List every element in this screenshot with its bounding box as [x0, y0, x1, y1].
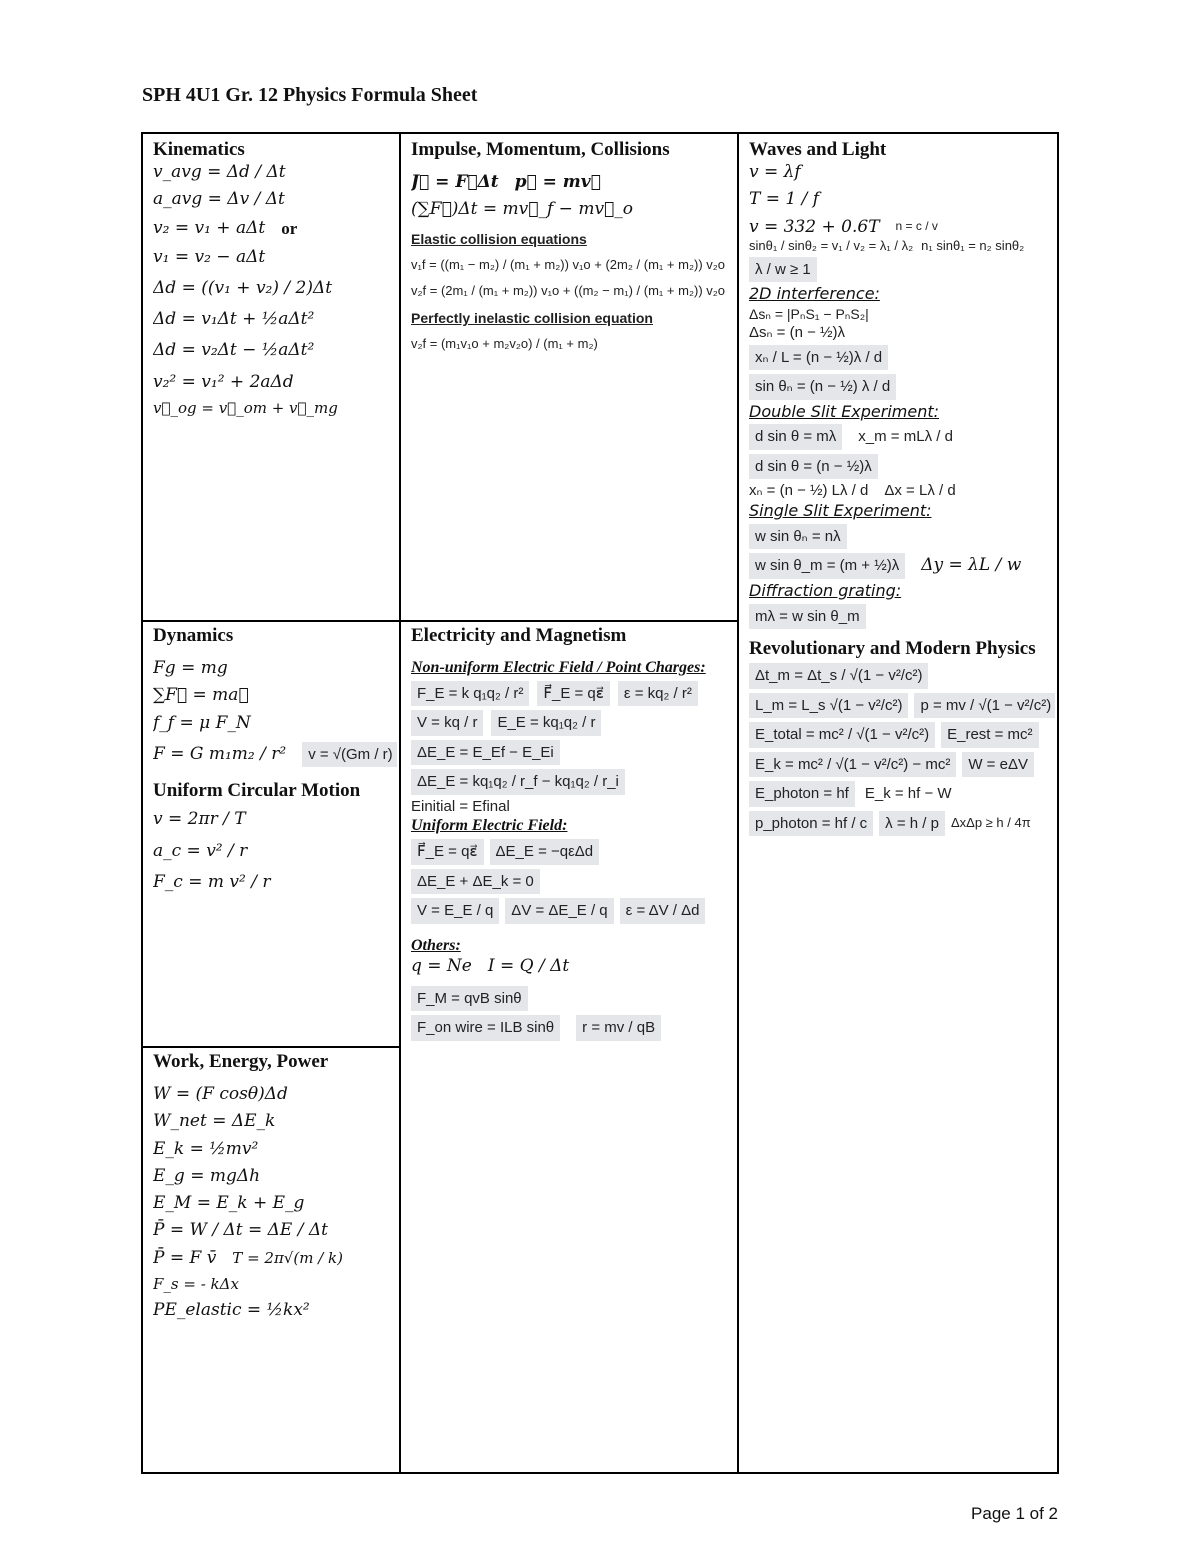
- formula: E_g = mgΔh: [153, 1165, 261, 1186]
- formula: E_total = mc² / √(1 − v²/c²): [749, 722, 935, 748]
- formula: w sin θₙ = nλ: [749, 524, 847, 550]
- formula: a_avg = Δv / Δt: [153, 189, 285, 210]
- formula: ΔE_E = kq₁q₂ / r_f − kq₁q₂ / r_i: [411, 769, 625, 795]
- formula: p⃗ = mv⃗: [514, 172, 601, 192]
- interference-label: 2D interference:: [749, 284, 880, 304]
- formula: J⃗ = F⃗Δt: [411, 172, 499, 192]
- kinematics-title: Kinematics: [153, 139, 245, 160]
- dynamics-section: [153, 624, 397, 1044]
- formula: (∑F⃗)Δt = mv⃗_f − mv⃗_o: [411, 199, 633, 220]
- formula: Δd = ((v₁ + v₂) / 2)Δt: [153, 277, 333, 298]
- formula: E_k = hf − W: [864, 785, 952, 803]
- formula: I = Q / Δt: [487, 956, 570, 977]
- dynamics-title: Dynamics: [153, 625, 234, 646]
- formula: E_k = mc² / √(1 − v²/c²) − mc²: [749, 752, 956, 778]
- momentum-title: Impulse, Momentum, Collisions: [411, 139, 670, 160]
- modern-title: Revolutionary and Modern Physics: [749, 638, 1036, 660]
- formula: P̄ = F v̄: [153, 1247, 217, 1268]
- formula: v_avg = Δd / Δt: [153, 162, 286, 182]
- formula: W = (F cosθ)Δd: [153, 1084, 288, 1104]
- formula: v⃗_og = v⃗_om + v⃗_mg: [153, 398, 338, 417]
- formula: Fg = mg: [153, 658, 228, 678]
- formula: sin θₙ = (n − ½) λ / d: [749, 374, 896, 400]
- formula: E_M = E_k + E_g: [153, 1193, 305, 1213]
- formula: F_M = qvB sinθ: [411, 986, 528, 1012]
- waves-section: [749, 138, 1055, 1472]
- formula: F_E = k q₁q₂ / r²: [411, 681, 529, 707]
- formula: λ = h / p: [879, 811, 945, 837]
- formula: v₂² = v₁² + 2aΔd: [153, 371, 294, 392]
- kinematics-section: [153, 138, 393, 618]
- formula: a_c = v² / r: [153, 840, 248, 861]
- page-number: Page 1 of 2: [971, 1504, 1058, 1523]
- uniform-label: Uniform Electric Field:: [411, 817, 568, 835]
- formula: Δx = Lλ / d: [884, 482, 956, 500]
- work-title: Work, Energy, Power: [153, 1051, 329, 1072]
- formula: sinθ₁ / sinθ₂ = v₁ / v₂ = λ₁ / λ₂: [749, 237, 914, 253]
- formula: v = 2πr / T: [153, 809, 246, 830]
- formula: ε = kq₂ / r²: [618, 681, 698, 707]
- formula: L_m = L_s √(1 − v²/c²): [749, 693, 908, 719]
- formula: x_m = mLλ / d: [858, 428, 953, 446]
- double-slit-label: Double Slit Experiment:: [749, 401, 940, 421]
- formula: F⃗_E = qε⃗: [537, 681, 610, 707]
- formula: w sin θ_m = (m + ½)λ: [749, 553, 905, 579]
- formula: Δd = v₁Δt + ½aΔt²: [153, 309, 315, 329]
- formula: Δsₙ = |PₙS₁ − PₙS₂|: [749, 305, 869, 322]
- formula: d sin θ = (n − ½)λ: [749, 454, 878, 480]
- formula: V = E_E / q: [411, 898, 499, 924]
- formula: d sin θ = mλ: [749, 424, 842, 450]
- nonuniform-label: Non-uniform Electric Field / Point Charges:: [411, 659, 706, 676]
- formula: W = eΔV: [962, 752, 1034, 778]
- inelastic-label: Perfectly inelastic collision equation: [411, 310, 653, 327]
- column-divider: [399, 134, 401, 1472]
- column-divider: [737, 134, 739, 1472]
- or-label: or: [281, 218, 298, 238]
- formula: P̄ = W / Δt = ΔE / Δt: [153, 1220, 328, 1241]
- formula: v₂f = (2m₁ / (m₁ + m₂)) v₁o + ((m₂ − m₁) / (m₁ + m₂)) v₂o: [411, 283, 726, 299]
- formula-table: [141, 132, 1059, 1474]
- formula: PE_elastic = ½kx²: [153, 1299, 310, 1320]
- formula: E_photon = hf: [749, 781, 855, 807]
- circular-title: Uniform Circular Motion: [153, 780, 361, 802]
- formula: ΔE_E = E_Ef − E_Ei: [411, 740, 560, 766]
- formula: v₁ = v₂ − aΔt: [153, 246, 266, 267]
- momentum-section: [411, 138, 733, 618]
- formula: v₂ = v₁ + aΔt: [153, 217, 266, 238]
- formula: Δd = v₂Δt − ½aΔt²: [153, 340, 315, 361]
- electricity-title: Electricity and Magnetism: [411, 625, 627, 646]
- formula: T = 2π√(m / k): [232, 1248, 343, 1267]
- formula: Δt_m = Δt_s / √(1 − v²/c²): [749, 663, 928, 689]
- formula: W_net = ΔE_k: [153, 1111, 276, 1132]
- formula: ΔE_E = −qεΔd: [490, 839, 600, 865]
- formula: ΔxΔp ≥ h / 4π: [950, 814, 1031, 830]
- formula: ΔE_E + ΔE_k = 0: [411, 869, 540, 895]
- elastic-label: Elastic collision equations: [411, 230, 587, 247]
- formula: λ / w ≥ 1: [749, 257, 817, 283]
- row-divider: [143, 620, 401, 622]
- formula: Δy = λL / w: [921, 555, 1022, 576]
- conservation-formula: Einitial = Efinal: [411, 797, 510, 815]
- electricity-section: [411, 624, 733, 1470]
- formula: q = Ne: [411, 956, 472, 977]
- formula: n₁ sinθ₁ = n₂ sinθ₂: [921, 237, 1025, 253]
- formula: v = √(Gm / r): [302, 742, 397, 768]
- formula: T = 1 / f: [749, 189, 820, 210]
- formula: ε = ΔV / Δd: [620, 898, 706, 924]
- formula: n = c / v: [895, 219, 938, 234]
- formula: E_E = kq₁q₂ / r: [491, 710, 601, 736]
- formula: ∑F⃗ = ma⃗: [153, 685, 249, 706]
- formula: F_s = - kΔx: [153, 1274, 239, 1293]
- formula: F⃗_E = qε⃗: [411, 839, 484, 865]
- formula: F = G m₁m₂ / r²: [153, 743, 287, 764]
- single-slit-label: Single Slit Experiment:: [749, 500, 932, 520]
- formula: p_photon = hf / c: [749, 811, 873, 837]
- formula: f_f = μ F_N: [153, 712, 251, 733]
- formula: E_rest = mc²: [941, 722, 1038, 748]
- others-label: Others:: [411, 936, 461, 954]
- formula: v₁f = ((m₁ − m₂) / (m₁ + m₂)) v₁o + (2m₂ / (m₁ + m₂)) v₂o: [411, 256, 726, 272]
- formula: F_c = m v² / r: [153, 871, 271, 892]
- formula: v₂f = (m₁v₁o + m₂v₂o) / (m₁ + m₂): [411, 336, 598, 352]
- formula: F_on wire = ILB sinθ: [411, 1015, 560, 1041]
- formula: Δsₙ = (n − ½)λ: [749, 324, 846, 342]
- formula: mλ = w sin θ_m: [749, 604, 866, 630]
- formula: xₙ = (n − ½) Lλ / d: [749, 482, 869, 500]
- formula: E_k = ½mv²: [153, 1138, 259, 1159]
- formula: r = mv / qB: [576, 1015, 661, 1041]
- formula: V = kq / r: [411, 710, 483, 736]
- formula: p = mv / √(1 − v²/c²): [914, 693, 1055, 719]
- work-section: [153, 1050, 397, 1470]
- formula: ΔV = ΔE_E / q: [505, 898, 613, 924]
- row-divider: [401, 620, 739, 622]
- formula: v = 332 + 0.6T: [749, 216, 880, 237]
- waves-title: Waves and Light: [749, 139, 887, 160]
- formula: v = λf: [749, 162, 801, 182]
- row-divider: [143, 1046, 401, 1048]
- grating-label: Diffraction grating:: [749, 580, 902, 600]
- page-title: SPH 4U1 Gr. 12 Physics Formula Sheet: [142, 84, 478, 106]
- formula: xₙ / L = (n − ½)λ / d: [749, 345, 888, 371]
